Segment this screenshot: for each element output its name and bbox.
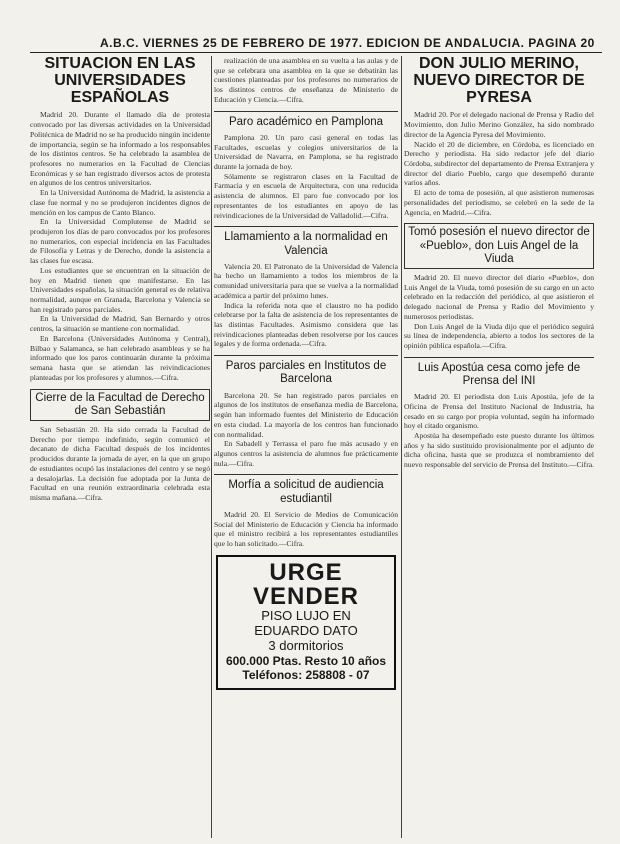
ad-line: 3 dormitorios [268,637,344,653]
col2-subhead-3: Paros parciales en Institutos de Barcelona [214,355,398,386]
col1-para: En la Universidad Complutense de Madrid se produjeron los días de paro convocados por los profesores no numerarios, con especial incidencia en las Facultades de Filosofía y Letras y de Derecho, donde la asistencia a las clases fue escasa. [30,217,210,266]
col3-para: Madrid 20. El nuevo director del diario «Pueblo», don Luis Angel de la Viuda, tomó posesión de su cargo en un acto celebrado en la redacción del periódico, al que asistieron el delegado nacional de Prensa y Radio del Movimiento y numerosos periodistas. [404,272,594,321]
col1-headline: SITUACION EN LAS UNIVERSIDADES ESPAÑOLAS [44,56,196,106]
col3-para: Madrid 20. Por el delegado nacional de Prensa y Radio del Movimiento, don Julio Merino González, ha sido nombrado director de la Agencia Pyresa del Movimiento. [404,110,594,139]
ad-line: EDUARDO DATO [254,622,358,638]
col2-para: Valencia 20. El Patronato de la Universidad de Valencia ha hecho un llamamiento a todos los miembros de la comunidad universitaria para que se vuelva a la normalidad académica a partir del próximo lunes. [214,261,398,300]
col2-para: Pamplona 20. Un paro casi general en todas las Facultades, escuelas y colegios universitarios de la Universidad de Navarra, en Pamplona, se ha registrado durante la jornada de hoy. [214,132,398,171]
col3-para: Madrid 20. El periodista don Luis Apostúa, jefe de la Oficina de Prensa del Instituto Nacional de Industria, ha cesado en su cargo por propia voluntad, según ha informado hoy el citado organismo. [404,392,594,431]
col1-para: En Barcelona (Universidades Autónoma y Central), Bilbao y Salamanca, se han celebrado asambleas y se ha informado que los paros continuarán durante la próxima semana hasta que se atiendan las reivindicaciones planteadas por los profesores y alumnos.—Cifra. [30,333,210,382]
page-header: A.B.C. VIERNES 25 DE FEBRERO DE 1977. EDICION DE ANDALUCIA. PAGINA 20 [100,36,595,50]
column-divider-1 [211,56,212,838]
header-rule [30,52,602,53]
col3-body-2 [404,392,594,470]
col2-subhead-1: Paro académico en Pamplona [214,111,398,129]
col1-sub-body [30,425,210,503]
col1-para: En la Universidad de Madrid, San Bernardo y otros centros, la situación se mantiene con normalidad. [30,314,210,334]
col3-para: Apostúa ha desempeñado este puesto durante los últimos años y ha sido sustituido provisionalmente por el adjunto de dicha oficina, hasta que se produzca el nombramiento del nuevo responsable del servicio de Prensa del Instituto.—Cifra. [404,431,594,470]
col2-subhead-2: Llamamiento a la normalidad en Valencia [214,226,398,257]
ad-title: URGE VENDER [252,558,360,610]
column-divider-2 [401,56,402,838]
col3-subhead-1: Tomó posesión el nuevo director de «Pueblo», don Luis Angel de la Viuda [404,223,594,269]
col2-para: En Sabadell y Terrassa el paro fue más acusado y en algunos centros la asistencia de alumnos fue prácticamente nula.—Cifra. [214,439,398,468]
col2-body-4 [214,510,398,549]
classified-ad [216,555,396,691]
col2-para: Indica la referida nota que el claustro no ha podido celebrarse por la falta de asistencia de los representantes de las distintas Facultades. Asimismo considera que las reivindicaciones planteadas deben resolverse por los cauces legales y de forma ordenada.—Cifra. [214,300,398,349]
col2-body-3 [214,391,398,469]
ad-line: PISO LUJO EN [261,607,351,623]
ad-price: 600.000 Ptas. Resto 10 años [225,653,387,668]
col2-body-1 [214,133,398,220]
col1-para: Los estudiantes que se encuentran en la situación de hoy en Madrid tienen que manifestarse. En las Universidades españolas, la situación general es de relativa normalidad, aunque en Granada, Barcelona y Valencia se han registrado paros parciales. [30,265,210,314]
col3-para: Nacido el 20 de diciembre, en Córdoba, es licenciado en Derecho y periodista. Ha sido redactor jefe del diario Córdoba, subdirector del departamento de Prensa Extranjera y director del diario Pueblo, cargo que desempeñó durante varios años. [404,139,594,188]
col2-intro-para: realización de una asamblea en su vuelta a las aulas y de que se celebrara una asamblea en la que se debatirán las cuestiones planteadas por los profesores no numerarios de los distintos centros de enseñanza de Ministerio de Educación y Ciencia.—Cifra. [214,56,398,104]
col3-subhead-2: Luis Apostúa cesa como jefe de Prensa del INI [404,357,594,388]
col1-subhead: Cierre de la Facultad de Derecho de San Sebastián [30,389,210,421]
col2-subhead-4: Morfía a solicitud de audiencia estudiantil [214,474,398,505]
col3-para: El acto de toma de posesión, al que asistieron numerosas personalidades del periodismo, se celebró en la sede de la Agencia, en Madrid.—Cifra. [404,188,594,217]
col1-body [30,110,210,382]
column-1 [30,56,210,838]
col3-body [404,110,594,217]
corner-mark [596,30,618,44]
col2-para: Barcelona 20. Se han registrado paros parciales en algunos de los institutos de enseñanza media de Barcelona, según han informado fuentes del Ministerio de Educación en esta ciudad. La mayoría de los centros han funcionado con normalidad. [214,390,398,439]
col1-para: En la Universidad Autónoma de Madrid, la asistencia a clase fue normal y no se produjeron incidentes dignos de mención en los campus de Canto Blanco. [30,188,210,217]
col2-para: Madrid 20. El Servicio de Medios de Comunicación Social del Ministerio de Educación y Ciencia ha informado que el ministro recibirá a los representantes estudiantiles que lo han solicitado.—Cifra. [214,509,398,548]
col2-para: Sólamente se registraron clases en la Facultad de Farmacia y en escuela de Arquitectura, con una reducida asistencia de alumnos. El paro fue convocado por los representantes de los estudiantes en apoyo de las reivindicaciones de la Universidad de Valladolid.—Cifra. [214,171,398,220]
col2-body-2 [214,262,398,349]
col1-para: Madrid 20. Durante el llamado día de protesta convocado por las diversas actividades en la Universidad Politécnica de Madrid no se ha producido ningún incidente de importancia, según se ha informado a los responsables de los distintos centros. Se ha celebrado la asamblea de profesores no numerarios en la Facultad de Ciencias Económicas y se han registrado diversos actos de protesta en algunos de los centros universitarios. [30,110,210,188]
col1-sub-para: San Sebastián 20. Ha sido cerrada la Facultad de Derecho por tiempo indefinido, según comunicó el decanato de dicha Facultad después de los incidentes producidos durante la jornada de ayer, en la que un grupo de estudiantes ocupó las instalaciones del centro y se negó a desalojarlas. La decisión fue adoptada por la Junta de Facultad en una reunión extraordinaria celebrada esta misma mañana.—Cifra. [30,424,210,502]
col3-para: Don Luis Angel de la Viuda dijo que el periódico seguirá su línea de independencia, abierto a todos los sectores de la opinión pública española.—Cifra. [404,321,594,350]
column-2 [214,56,398,838]
col2-intro [214,56,398,105]
column-3 [404,56,594,838]
col3-headline: DON JULIO MERINO, NUEVO DIRECTOR DE PYRESA [413,56,585,106]
ad-phone: Teléfonos: 258808 - 07 [242,667,370,682]
col3-body-1 [404,273,594,351]
